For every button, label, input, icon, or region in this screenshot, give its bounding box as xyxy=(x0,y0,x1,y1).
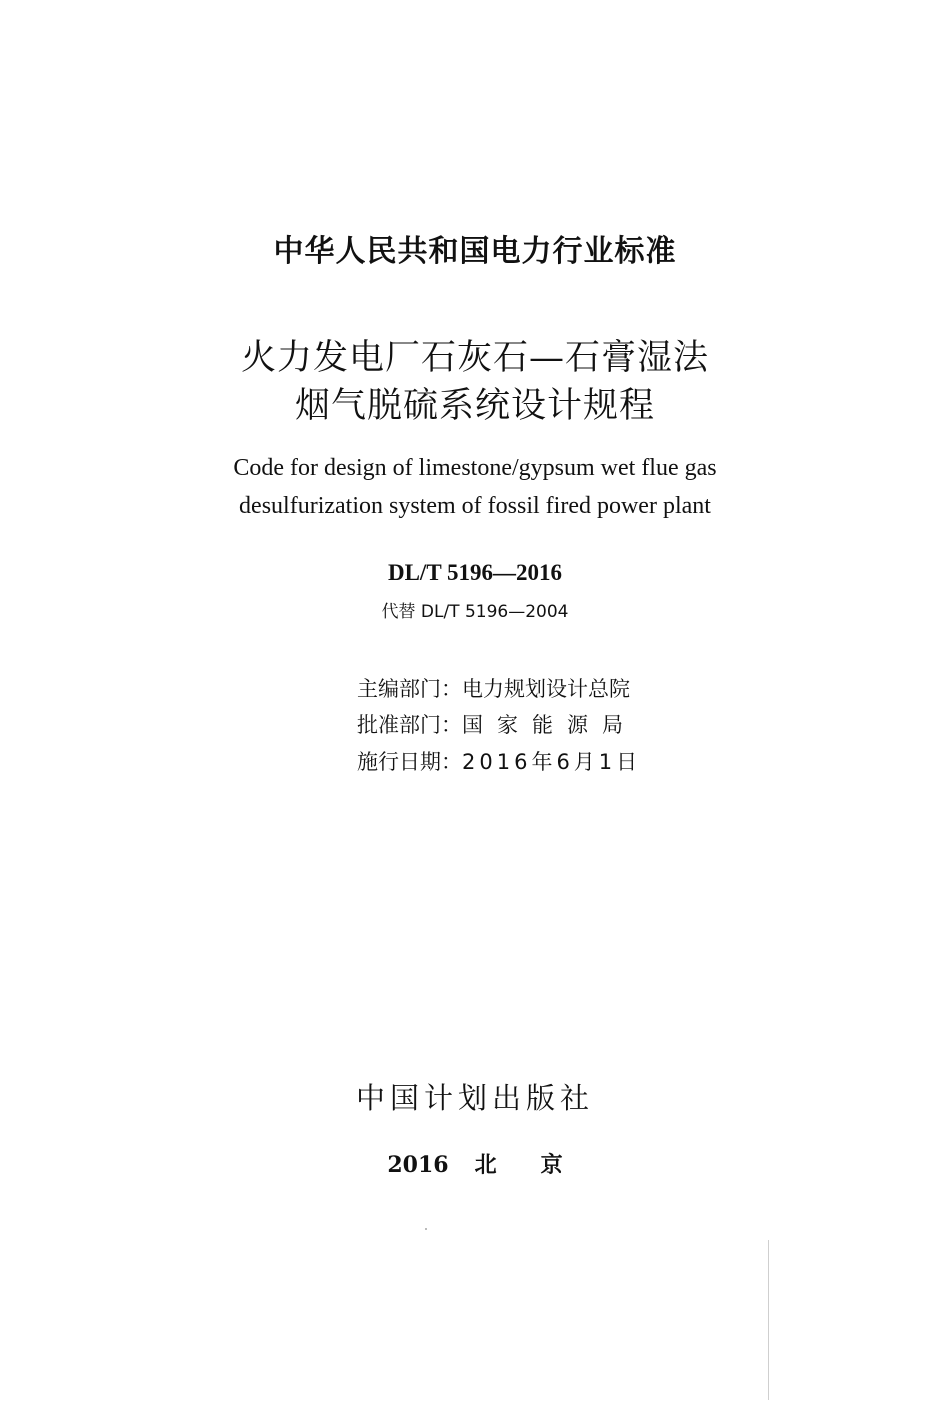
title-en-line-1: Code for design of limestone/gypsum wet flue gas xyxy=(233,455,717,481)
effective-date-label: 施行日期： xyxy=(357,750,462,774)
standard-category: 中华人民共和国电力行业标准 xyxy=(273,234,677,269)
chief-editor-label: 主编部门： xyxy=(357,677,462,701)
replaces-code: 代替 DL/T 5196—2004 xyxy=(381,602,569,622)
publication-place xyxy=(0,1148,950,1179)
title-cn-line-2: 烟气脱硫系统设计规程 xyxy=(294,386,655,426)
title-en-line-2: desulfurization system of fossil fired power plant xyxy=(239,493,711,519)
approver-label: 批准部门： xyxy=(357,713,462,737)
chief-editor-value: 电力规划设计总院 xyxy=(462,677,630,701)
chief-editor-row xyxy=(357,673,630,703)
effective-date-row xyxy=(357,746,641,776)
approver-value: 国家能源局 xyxy=(462,713,637,737)
city-char-1: 北 xyxy=(474,1152,497,1178)
city-char-2: 京 xyxy=(540,1152,563,1178)
scan-dot xyxy=(425,1228,427,1230)
approver-row xyxy=(357,709,637,739)
title-cn-line-1: 火力发电厂石灰石—石膏湿法 xyxy=(240,338,709,378)
publication-year: 2016 xyxy=(387,1152,449,1178)
standard-code: DL/T 5196—2016 xyxy=(387,560,563,585)
scan-edge-line xyxy=(768,1240,769,1400)
publisher: 中国计划出版社 xyxy=(355,1081,594,1115)
effective-date-value: 2016年6月1日 xyxy=(462,750,642,774)
